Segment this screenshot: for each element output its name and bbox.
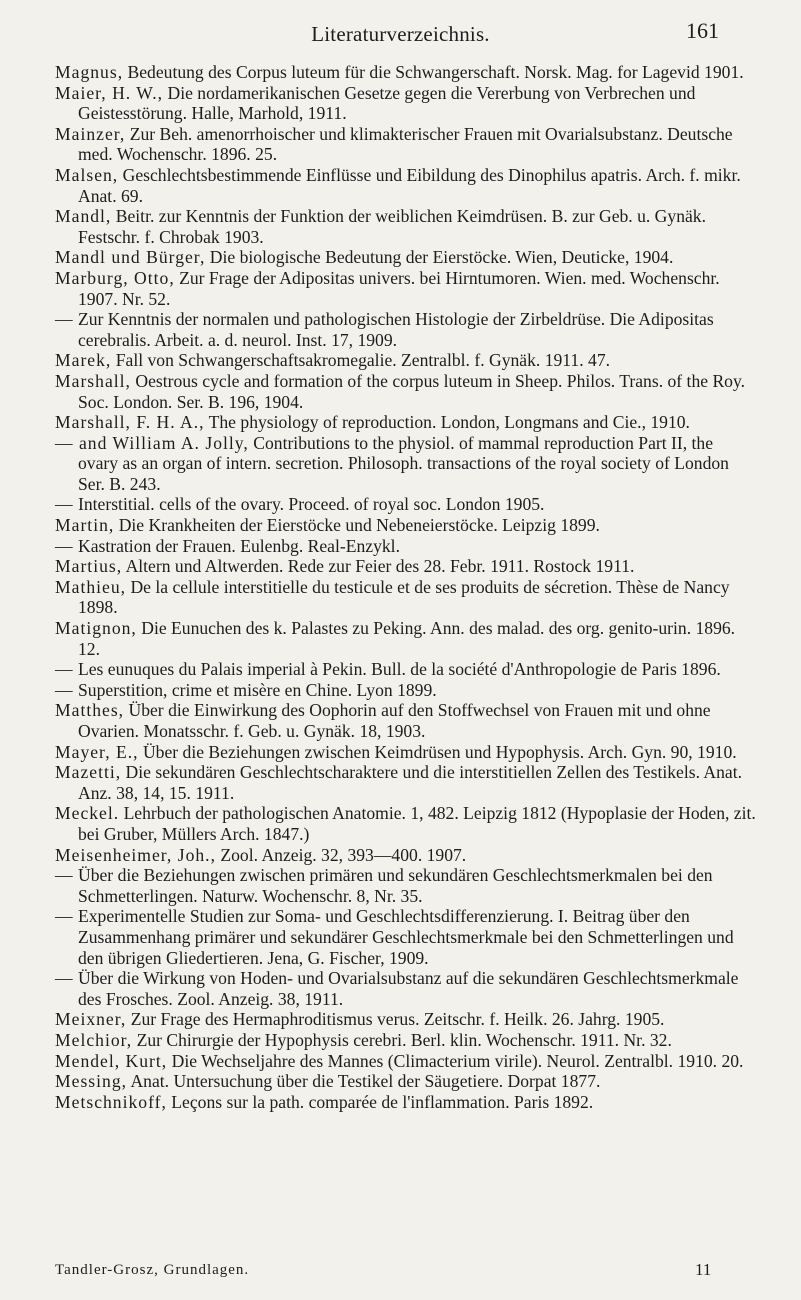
bibliography-entry xyxy=(55,268,757,309)
entry-author: — xyxy=(55,865,74,886)
entry-text: Experimentelle Studien zur Soma- und Geschlechtsdifferenzierung. I. Beitrag über den Zusammenhang primärer und sekundärer Geschlechtsmerkmale bei den Schmetterlingen und den übrigen Gliedertieren. Jena, G. Fischer, 1909. xyxy=(78,906,734,968)
entry-text: Zool. Anzeig. 32, 393—400. 1907. xyxy=(220,844,467,865)
entry-text: Bedeutung des Corpus luteum für die Schwangerschaft. Norsk. Mag. for Lagevid 1901. xyxy=(127,62,744,82)
entry-text: The physiology of reproduction. London, Longmans and Cie., 1910. xyxy=(208,412,690,433)
bibliography-entry xyxy=(55,350,757,371)
running-title: Literaturverzeichnis. xyxy=(311,22,490,46)
entry-author: Meisenheimer, Joh., xyxy=(55,844,216,865)
entry-author: Martin, xyxy=(55,515,115,536)
entry-text: Über die Wirkung von Hoden- und Ovarialsubstanz auf die sekundären Geschlechtsmerkmale des Frosches. Zool. Anzeig. 38, 1911. xyxy=(78,968,739,1009)
bibliography-entry xyxy=(55,165,757,206)
entry-author: — xyxy=(55,679,74,700)
entry-text: Zur Chirurgie der Hypophysis cerebri. Berl. klin. Wochenschr. 1911. Nr. 32. xyxy=(136,1029,672,1050)
entry-author: — xyxy=(55,968,74,989)
bibliography-entry xyxy=(55,247,757,268)
entry-text: Die biologische Bedeutung der Eierstöcke. Wien, Deuticke, 1904. xyxy=(209,247,674,268)
entry-author: Magnus, xyxy=(55,62,124,82)
entry-text: Zur Beh. amenorrhoischer und klimakterischer Frauen mit Ovarialsubstanz. Deutsche med. Wochenschr. 1896. 25. xyxy=(78,123,733,165)
entry-author: Mayer, E., xyxy=(55,741,139,762)
bibliography-entry xyxy=(55,83,757,124)
entry-author: Mandl und Bürger, xyxy=(55,247,206,268)
bibliography-entry xyxy=(55,865,757,906)
bibliography-entry xyxy=(55,371,757,412)
bibliography-entry xyxy=(55,62,757,83)
entry-author: Marshall, F. H. A., xyxy=(55,412,205,433)
entry-text: Zur Kenntnis der normalen und pathologischen Histologie der Zirbeldrüse. Die Adipositas cerebralis. Arbeit. a. d. neurol. Inst. 17, 1909. xyxy=(78,309,714,350)
entry-author: Maier, H. W., xyxy=(55,82,164,103)
entry-author: Mathieu, xyxy=(55,576,127,597)
entry-text: Die Krankheiten der Eierstöcke und Nebeneierstöcke. Leipzig 1899. xyxy=(118,515,600,536)
entry-text: Superstition, crime et misère en Chine. Lyon 1899. xyxy=(78,679,437,700)
page-header xyxy=(0,12,801,52)
page-footer xyxy=(55,1262,757,1284)
entry-text: Die sekundären Geschlechtscharaktere und die interstitiellen Zellen des Testikels. Anat. Anz. 38, 14, 15. 1911. xyxy=(78,762,743,803)
entry-author: Martius, xyxy=(55,556,123,577)
bibliography-list xyxy=(55,62,757,1112)
entry-author: — xyxy=(55,906,74,927)
entry-author: Matthes, xyxy=(55,700,125,721)
entry-author: — xyxy=(55,309,74,330)
entry-author: — and William A. Jolly, xyxy=(55,432,249,453)
entry-text: Geschlechtsbestimmende Einflüsse und Eibildung des Dinophilus apatris. Arch. f. mikr. Anat. 69. xyxy=(78,164,741,206)
entry-text: Kastration der Frauen. Eulenbg. Real-Enzykl. xyxy=(78,535,400,556)
bibliography-entry xyxy=(55,412,757,433)
entry-text: De la cellule interstitielle du testicule et de ses produits de sécretion. Thèse de Nancy 1898. xyxy=(78,576,730,618)
entry-author: — xyxy=(55,659,74,680)
entry-author: — xyxy=(55,535,74,556)
entry-author: Messing, xyxy=(55,1071,128,1092)
bibliography-entry xyxy=(55,762,757,803)
bibliography-entry xyxy=(55,803,757,844)
bibliography-entry xyxy=(55,845,757,866)
bibliography-entry xyxy=(55,1071,757,1092)
bibliography-entry xyxy=(55,206,757,247)
entry-text: Die Eunuchen des k. Palastes zu Peking. Ann. des malad. des org. genito-urin. 1896. 12. xyxy=(78,618,736,659)
entry-text: Zur Frage des Hermaphroditismus verus. Zeitschr. f. Heilk. 26. Jahrg. 1905. xyxy=(130,1009,665,1030)
bibliography-entry xyxy=(55,124,757,165)
bibliography-entry xyxy=(55,680,757,701)
entry-text: Fall von Schwangerschaftsakromegalie. Zentralbl. f. Gynäk. 1911. 47. xyxy=(115,350,611,371)
entry-text: Interstitial. cells of the ovary. Proceed. of royal soc. London 1905. xyxy=(78,494,545,515)
entry-text: Lehrbuch der pathologischen Anatomie. 1, 482. Leipzig 1812 (Hypoplasie der Hoden, zit. bei Gruber, Müllers Arch. 1847.) xyxy=(78,803,756,844)
entry-text: Anat. Untersuchung über die Testikel der Säugetiere. Dorpat 1877. xyxy=(130,1071,601,1092)
bibliography-entry xyxy=(55,556,757,577)
entry-author: Metschnikoff, xyxy=(55,1091,167,1112)
entry-author: Matignon, xyxy=(55,618,137,639)
entry-author: Melchior, xyxy=(55,1029,133,1050)
entry-author: Marshall, xyxy=(55,370,131,391)
bibliography-entry xyxy=(55,515,757,536)
bibliography-entry xyxy=(55,906,757,968)
bibliography-entry xyxy=(55,1030,757,1051)
entry-author: Meixner, xyxy=(55,1009,127,1030)
entry-text: Über die Einwirkung des Oophorin auf den Stoffwechsel von Frauen mit und ohne Ovarien. Monatsschr. f. Geb. u. Gynäk. 18, 1903. xyxy=(78,700,711,741)
bibliography-entry xyxy=(55,968,757,1009)
entry-author: Meckel. xyxy=(55,803,120,824)
bibliography-entry xyxy=(55,742,757,763)
entry-text: Über die Beziehungen zwischen primären und sekundären Geschlechtsmerkmalen bei den Schmetterlingen. Naturw. Wochenschr. 8, Nr. 35. xyxy=(78,865,713,906)
bibliography-entry xyxy=(55,1051,757,1072)
page-number: 161 xyxy=(686,18,719,43)
entry-text: Über die Beziehungen zwischen Keimdrüsen und Hypophysis. Arch. Gyn. 90, 1910. xyxy=(142,741,737,762)
entry-author: Marburg, Otto, xyxy=(55,267,175,288)
entry-author: — xyxy=(55,494,74,515)
entry-text: Altern und Altwerden. Rede zur Feier des 28. Febr. 1911. Rostock 1911. xyxy=(125,556,635,577)
bibliography-entry xyxy=(55,536,757,557)
bibliography-entry xyxy=(55,494,757,515)
bibliography-entry xyxy=(55,577,757,618)
bibliography-entry xyxy=(55,309,757,350)
entry-text: Beitr. zur Kenntnis der Funktion der weiblichen Keimdrüsen. B. zur Geb. u. Gynäk. Festschr. f. Chrobak 1903. xyxy=(78,206,706,247)
bibliography-entry xyxy=(55,618,757,659)
entry-text: Die nordamerikanischen Gesetze gegen die Vererbung von Verbrechen und Geistesstörung. Halle, Marhold, 1911. xyxy=(78,82,696,124)
entry-author: Mazetti, xyxy=(55,762,122,783)
entry-text: Contributions to the physiol. of mammal reproduction Part II, the ovary as an organ of intern. secretion. Philosoph. transactions of the royal society of London Ser. B. 243. xyxy=(78,432,729,494)
footer-imprint: Tandler-Grosz, Grundlagen. xyxy=(55,1262,250,1278)
sheet-signature: 11 xyxy=(695,1260,712,1279)
bibliography-entry xyxy=(55,659,757,680)
entry-author: Malsen, xyxy=(55,164,119,185)
entry-text: Leçons sur la path. comparée de l'inflammation. Paris 1892. xyxy=(171,1091,594,1112)
entry-author: Mandl, xyxy=(55,206,112,227)
bibliography-entry xyxy=(55,433,757,495)
entry-text: Les eunuques du Palais imperial à Pekin. Bull. de la société d'Anthropologie de Paris 1896. xyxy=(78,659,721,680)
bibliography-entry xyxy=(55,700,757,741)
entry-author: Mainzer, xyxy=(55,123,126,144)
entry-author: Marek, xyxy=(55,350,112,371)
entry-text: Die Wechseljahre des Mannes (Climacterium virile). Neurol. Zentralbl. 1910. 20. xyxy=(171,1050,744,1071)
bibliography-entry xyxy=(55,1092,757,1113)
entry-text: Oestrous cycle and formation of the corpus luteum in Sheep. Philos. Trans. of the Roy. Soc. London. Ser. B. 196, 1904. xyxy=(78,370,746,412)
entry-text: Zur Frage der Adipositas univers. bei Hirntumoren. Wien. med. Wochenschr. 1907. Nr. 52. xyxy=(78,267,720,309)
entry-author: Mendel, Kurt, xyxy=(55,1050,168,1071)
bibliography-entry xyxy=(55,1009,757,1030)
